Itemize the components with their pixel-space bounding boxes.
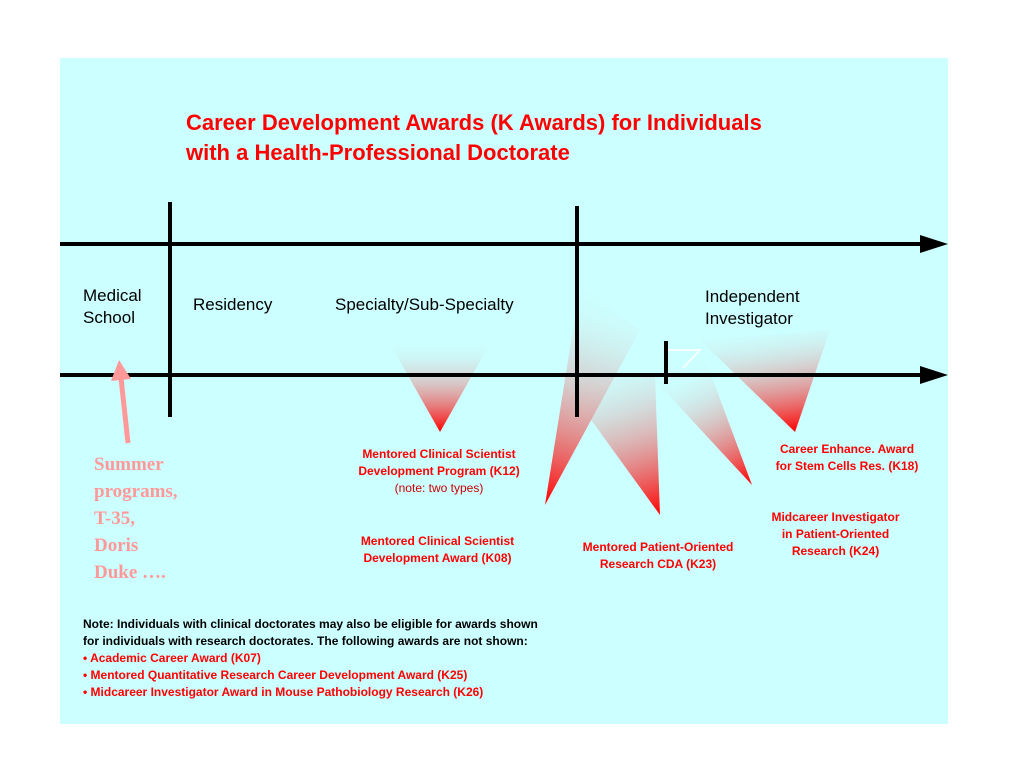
award-k24: Midcareer Investigator in Patient-Oriented Research (K24)	[771, 510, 900, 558]
stage-independent-investigator: Independent Investigator	[705, 287, 800, 328]
footnote-line-1: Note: Individuals with clinical doctorates may also be eligible for awards shown	[83, 617, 538, 631]
k12-cone	[385, 335, 495, 432]
award-k23: Mentored Patient-Oriented Research CDA (K23)	[582, 540, 734, 571]
award-k12-note: (note: two types)	[394, 481, 484, 495]
award-k12: Mentored Clinical Scientist Development Program (K12) (note: two types)	[324, 446, 554, 497]
title-line-2: with a Health-Professional Doctorate	[186, 140, 570, 165]
stage-medical-school: Medical School	[83, 286, 142, 327]
award-k08: Mentored Clinical Scientist Development Award (K08)	[360, 534, 515, 565]
summer-arrow-shaft	[121, 378, 128, 443]
stage-residency: Residency	[193, 295, 273, 314]
summer-programs-label: Summer programs, T-35, Doris Duke ….	[94, 454, 178, 583]
footnote-bullet: • Midcareer Investigator Award in Mouse Pathobiology Research (K26)	[83, 685, 484, 699]
lower-timeline-arrowhead	[920, 366, 948, 384]
upper-timeline-arrowhead	[920, 235, 948, 253]
summer-arrow-icon	[111, 360, 131, 381]
diagram-title	[186, 108, 762, 168]
award-k18: Career Enhance. Award for Stem Cells Res. (K18)	[775, 442, 919, 473]
footnote	[83, 616, 538, 701]
footnote-bullet: • Academic Career Award (K07)	[83, 651, 261, 665]
title-line-1: Career Development Awards (K Awards) for Individuals	[186, 110, 762, 135]
footnote-bullet: • Mentored Quantitative Research Career Development Award (K25)	[83, 668, 468, 682]
footnote-line-2: for individuals with research doctorates. The following awards are not shown:	[83, 634, 528, 648]
stage-specialty: Specialty/Sub-Specialty	[335, 295, 514, 314]
